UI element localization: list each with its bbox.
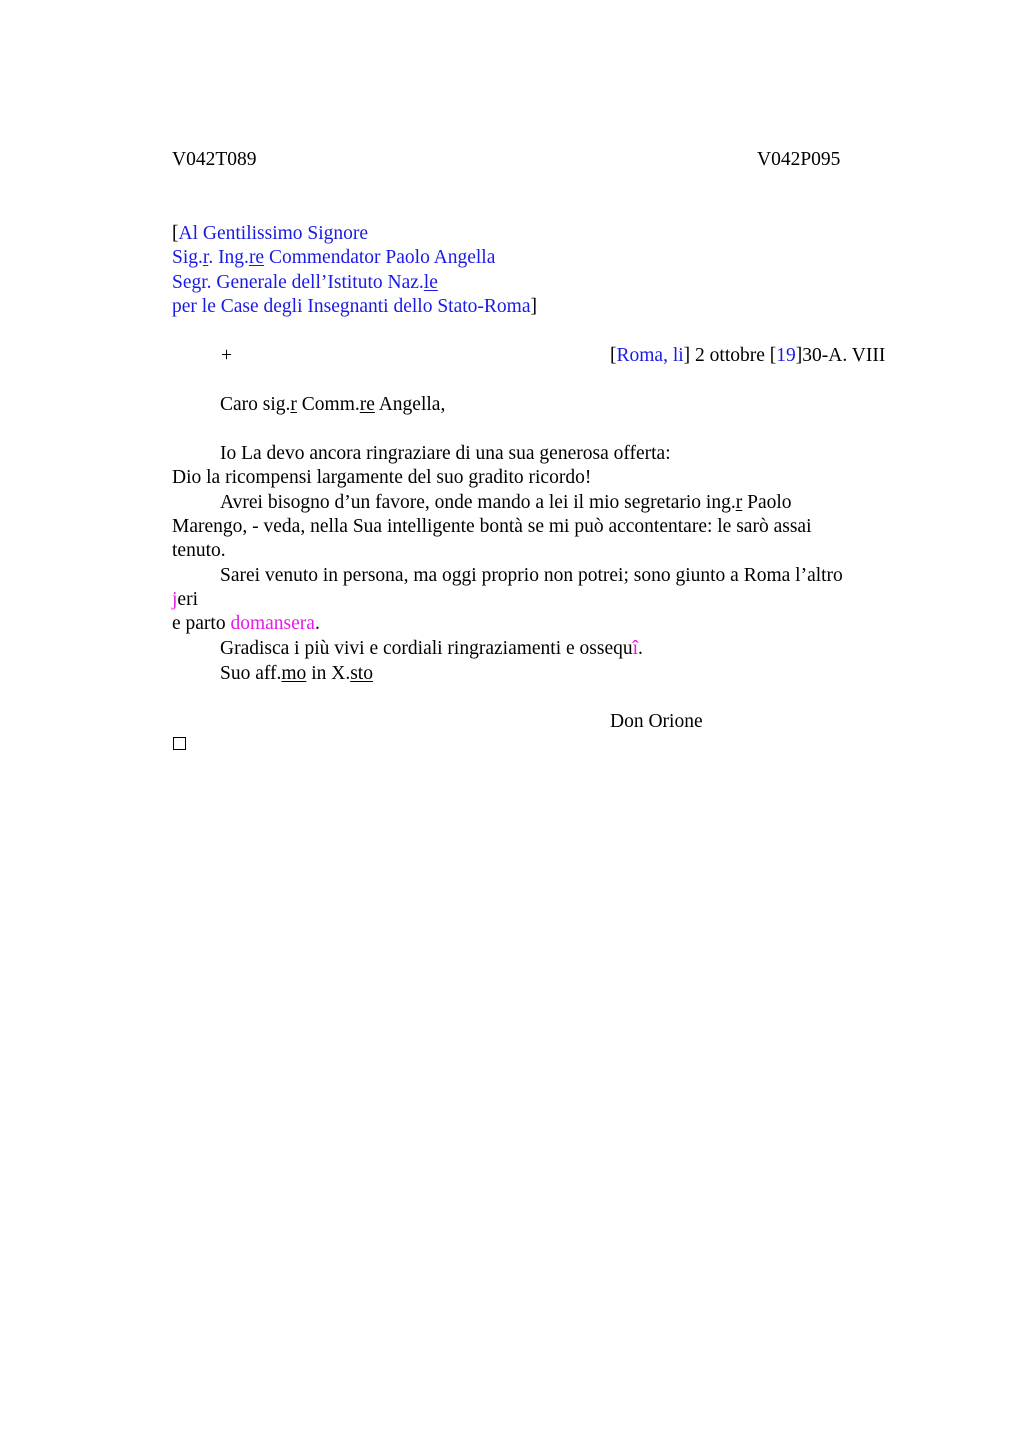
salutation-fragment: Comm. (296, 394, 360, 415)
correction-mark: î (632, 638, 639, 659)
address-fragment: Segr. Generale dell’Istituto Naz. (172, 272, 424, 293)
body-line (172, 614, 320, 634)
body-line (220, 639, 643, 659)
body-line: Io La devo ancora ringraziare di una sua generosa offerta: (220, 443, 671, 464)
bracket: [ (610, 345, 617, 366)
document-code-right: V042P095 (757, 149, 841, 170)
address-text: per le Case degli Insegnanti dello Stato-Roma (172, 296, 531, 317)
superscript-abbrev: r (735, 492, 743, 513)
address-fragment: Sig. (172, 247, 203, 268)
superscript-abbrev: r (290, 394, 297, 415)
end-marker-box-icon (173, 737, 186, 750)
dateline (610, 346, 885, 366)
body-line: tenuto. (172, 540, 226, 561)
body-fragment: Paolo (742, 492, 792, 513)
dateline-year: ]30-A. VIII (795, 345, 886, 366)
superscript-abbrev: sto (350, 663, 373, 684)
address-text: Al Gentilissimo Signore (178, 223, 369, 244)
body-fragment: Avrei bisogno d’un favore, onde mando a lei il mio segretario ing. (220, 492, 736, 513)
address-line-3 (172, 273, 438, 293)
body-line (172, 590, 198, 610)
body-line: Dio la ricompensi largamente del suo gradito ricordo! (172, 467, 592, 488)
closing-fragment: in X. (306, 663, 351, 684)
correction-mark: j (172, 589, 178, 610)
address-line-2 (172, 248, 495, 268)
dateline-place: Roma, li (616, 345, 684, 366)
body-fragment: eri (177, 589, 198, 610)
salutation-fragment: Caro sig. (220, 394, 291, 415)
body-line: Sarei venuto in persona, ma oggi proprio non potrei; sono giunto a Roma l’altro (220, 565, 843, 586)
closing-fragment: Suo aff. (220, 663, 282, 684)
superscript-abbrev: r (202, 247, 209, 268)
body-fragment: e parto (172, 613, 231, 634)
body-line: Marengo, - veda, nella Sua intelligente bontà se mi può accontentare: le sarò assai (172, 516, 812, 537)
document-code-left: V042T089 (172, 149, 257, 170)
address-line-1 (172, 224, 368, 244)
dateline-year-prefix: 19 (776, 345, 796, 366)
superscript-abbrev: re (359, 394, 375, 415)
body-fragment: Gradisca i più vivi e cordiali ringraziamenti e ossequ (220, 638, 633, 659)
body-fragment: . (314, 613, 320, 634)
cross-symbol: + (221, 345, 232, 366)
address-line-4 (172, 297, 537, 317)
bracket: ] (530, 296, 537, 317)
correction-mark: domansera (230, 613, 315, 634)
closing-line (220, 664, 373, 684)
signature: Don Orione (610, 711, 703, 732)
body-fragment: . (638, 638, 643, 659)
address-fragment: . Ing. (208, 247, 249, 268)
superscript-abbrev: mo (281, 663, 307, 684)
address-fragment: Commendator Paolo Angella (264, 247, 496, 268)
salutation-fragment: Angella, (374, 394, 446, 415)
superscript-abbrev: le (423, 272, 438, 293)
bracket: [ (172, 223, 179, 244)
salutation (220, 395, 445, 415)
superscript-abbrev: re (248, 247, 265, 268)
body-line (220, 493, 792, 513)
dateline-date: ] 2 ottobre [ (683, 345, 777, 366)
